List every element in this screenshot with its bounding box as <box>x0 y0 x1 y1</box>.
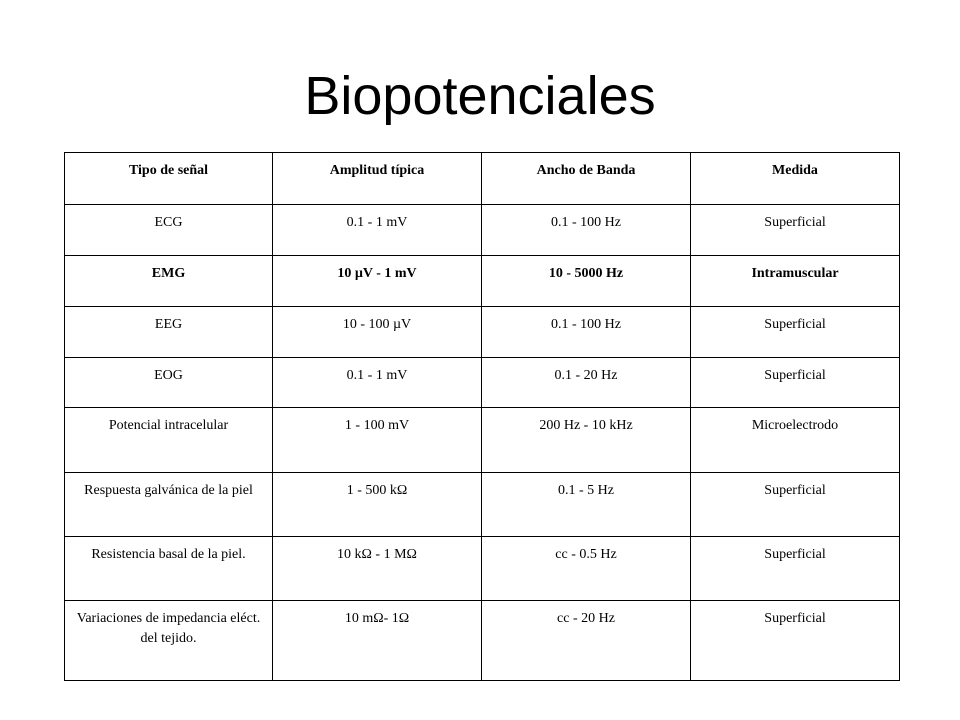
cell-signal-type: EEG <box>65 307 273 358</box>
biopotentials-table <box>64 152 900 681</box>
cell-bandwidth: 0.1 - 100 Hz <box>482 307 691 358</box>
cell-signal-type: Respuesta galvánica de la piel <box>65 473 273 537</box>
cell-signal-type: EOG <box>65 358 273 408</box>
cell-signal-type: ECG <box>65 205 273 256</box>
cell-measurement: Superficial <box>691 307 900 358</box>
cell-signal-type: EMG <box>65 256 273 307</box>
cell-amplitude: 1 - 500 kΩ <box>273 473 482 537</box>
cell-amplitude: 10 - 100 µV <box>273 307 482 358</box>
table-row <box>65 537 900 601</box>
header-measurement: Medida <box>691 153 900 205</box>
cell-measurement: Superficial <box>691 358 900 408</box>
table-row <box>65 358 900 408</box>
table-row <box>65 408 900 473</box>
cell-measurement: Microelectrodo <box>691 408 900 473</box>
cell-bandwidth: 200 Hz - 10 kHz <box>482 408 691 473</box>
cell-signal-type: Variaciones de impedancia eléct. del tejido. <box>65 601 273 681</box>
cell-bandwidth: 0.1 - 20 Hz <box>482 358 691 408</box>
table-row <box>65 473 900 537</box>
cell-measurement: Superficial <box>691 601 900 681</box>
cell-measurement: Superficial <box>691 537 900 601</box>
cell-measurement: Intramuscular <box>691 256 900 307</box>
cell-bandwidth: 0.1 - 100 Hz <box>482 205 691 256</box>
header-bandwidth: Ancho de Banda <box>482 153 691 205</box>
cell-signal-type: Resistencia basal de la piel. <box>65 537 273 601</box>
cell-measurement: Superficial <box>691 473 900 537</box>
cell-amplitude: 1 - 100 mV <box>273 408 482 473</box>
table-row <box>65 205 900 256</box>
cell-amplitude: 0.1 - 1 mV <box>273 205 482 256</box>
cell-signal-type: Potencial intracelular <box>65 408 273 473</box>
cell-amplitude: 10 kΩ - 1 MΩ <box>273 537 482 601</box>
cell-bandwidth: 10 - 5000 Hz <box>482 256 691 307</box>
table-row <box>65 256 900 307</box>
header-signal-type: Tipo de señal <box>65 153 273 205</box>
table-header-row <box>65 153 900 205</box>
header-amplitude: Amplitud típica <box>273 153 482 205</box>
cell-amplitude: 10 mΩ- 1Ω <box>273 601 482 681</box>
page-title: Biopotenciales <box>304 66 656 126</box>
cell-amplitude: 10 µV - 1 mV <box>273 256 482 307</box>
table-row <box>65 601 900 681</box>
cell-bandwidth: cc - 20 Hz <box>482 601 691 681</box>
table-row <box>65 307 900 358</box>
cell-amplitude: 0.1 - 1 mV <box>273 358 482 408</box>
cell-bandwidth: 0.1 - 5 Hz <box>482 473 691 537</box>
cell-bandwidth: cc - 0.5 Hz <box>482 537 691 601</box>
cell-measurement: Superficial <box>691 205 900 256</box>
